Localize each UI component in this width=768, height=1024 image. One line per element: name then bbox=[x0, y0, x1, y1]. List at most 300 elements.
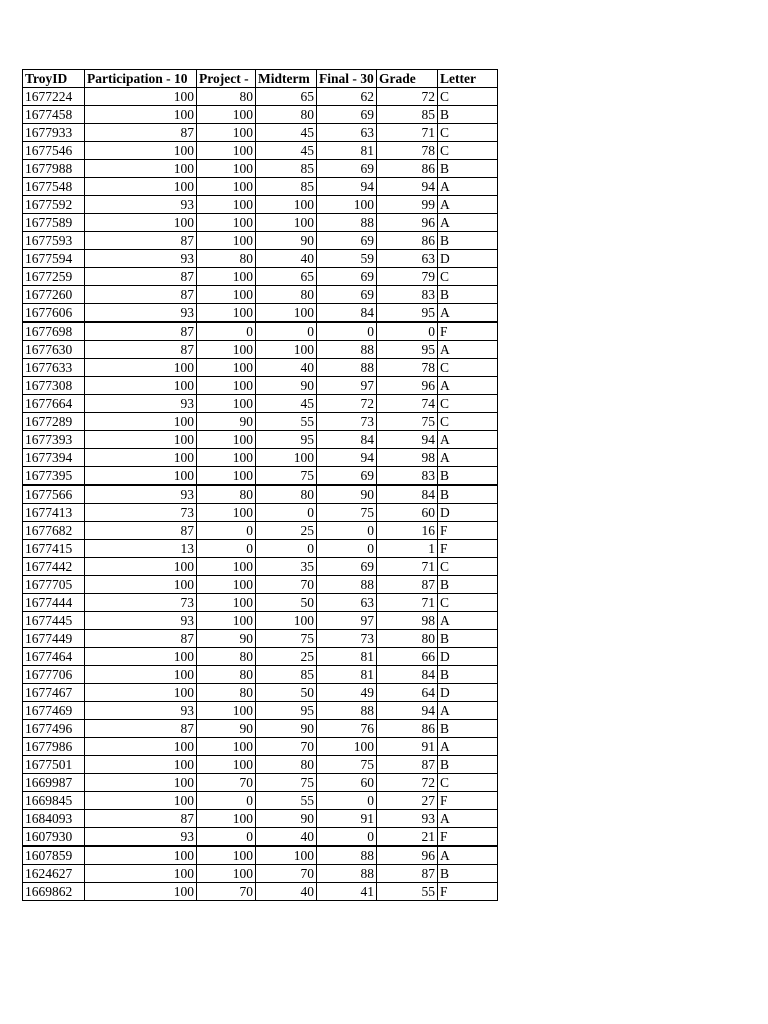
participation-cell: 87 bbox=[85, 268, 197, 286]
participation-cell: 87 bbox=[85, 124, 197, 142]
table-row bbox=[23, 558, 498, 576]
grade-cell: 98 bbox=[377, 612, 438, 630]
participation-cell: 100 bbox=[85, 359, 197, 377]
project-cell: 0 bbox=[197, 792, 256, 810]
grade-cell: 64 bbox=[377, 684, 438, 702]
midterm-cell: 25 bbox=[256, 522, 317, 540]
final-cell: 88 bbox=[317, 702, 377, 720]
final-cell: 69 bbox=[317, 232, 377, 250]
table-row bbox=[23, 756, 498, 774]
table-row bbox=[23, 883, 498, 901]
midterm-cell: 85 bbox=[256, 160, 317, 178]
project-cell: 100 bbox=[197, 286, 256, 304]
midterm-cell: 95 bbox=[256, 702, 317, 720]
participation-cell: 100 bbox=[85, 88, 197, 106]
grade-cell: 87 bbox=[377, 756, 438, 774]
table-row bbox=[23, 196, 498, 214]
midterm-cell: 35 bbox=[256, 558, 317, 576]
project-cell: 80 bbox=[197, 666, 256, 684]
midterm-cell: 90 bbox=[256, 810, 317, 828]
letter-cell: A bbox=[438, 612, 498, 630]
table-row bbox=[23, 88, 498, 106]
table-row bbox=[23, 630, 498, 648]
participation-cell: 100 bbox=[85, 756, 197, 774]
final-cell: 97 bbox=[317, 377, 377, 395]
project-cell: 90 bbox=[197, 413, 256, 431]
final-cell: 0 bbox=[317, 522, 377, 540]
final-cell: 63 bbox=[317, 124, 377, 142]
letter-cell: B bbox=[438, 467, 498, 486]
project-cell: 100 bbox=[197, 756, 256, 774]
grade-cell: 16 bbox=[377, 522, 438, 540]
table-row bbox=[23, 666, 498, 684]
troyid-cell: 1677566 bbox=[23, 485, 85, 504]
grade-cell: 1 bbox=[377, 540, 438, 558]
midterm-cell: 50 bbox=[256, 594, 317, 612]
letter-cell: B bbox=[438, 286, 498, 304]
midterm-cell: 55 bbox=[256, 413, 317, 431]
troyid-cell: 1677988 bbox=[23, 160, 85, 178]
midterm-cell: 25 bbox=[256, 648, 317, 666]
table-row bbox=[23, 576, 498, 594]
participation-cell: 100 bbox=[85, 576, 197, 594]
final-cell: 88 bbox=[317, 214, 377, 232]
letter-cell: C bbox=[438, 594, 498, 612]
participation-cell: 87 bbox=[85, 522, 197, 540]
participation-cell: 100 bbox=[85, 558, 197, 576]
midterm-cell: 40 bbox=[256, 883, 317, 901]
midterm-cell: 100 bbox=[256, 846, 317, 865]
table-row bbox=[23, 377, 498, 395]
table-row bbox=[23, 738, 498, 756]
project-cell: 100 bbox=[197, 504, 256, 522]
midterm-cell: 65 bbox=[256, 88, 317, 106]
troyid-cell: 1677630 bbox=[23, 341, 85, 359]
project-cell: 100 bbox=[197, 558, 256, 576]
table-row bbox=[23, 395, 498, 413]
table-row bbox=[23, 160, 498, 178]
troyid-cell: 1677260 bbox=[23, 286, 85, 304]
table-row bbox=[23, 540, 498, 558]
participation-cell: 93 bbox=[85, 304, 197, 323]
project-cell: 80 bbox=[197, 485, 256, 504]
grade-cell: 0 bbox=[377, 322, 438, 341]
letter-cell: F bbox=[438, 792, 498, 810]
grade-cell: 87 bbox=[377, 576, 438, 594]
grade-cell: 95 bbox=[377, 304, 438, 323]
grade-cell: 86 bbox=[377, 720, 438, 738]
troyid-cell: 1677496 bbox=[23, 720, 85, 738]
midterm-cell: 65 bbox=[256, 268, 317, 286]
project-cell: 0 bbox=[197, 540, 256, 558]
final-cell: 91 bbox=[317, 810, 377, 828]
grades-table bbox=[22, 69, 498, 901]
project-cell: 100 bbox=[197, 142, 256, 160]
participation-cell: 87 bbox=[85, 341, 197, 359]
grade-cell: 87 bbox=[377, 865, 438, 883]
letter-cell: F bbox=[438, 522, 498, 540]
participation-cell: 93 bbox=[85, 250, 197, 268]
participation-cell: 87 bbox=[85, 630, 197, 648]
project-cell: 100 bbox=[197, 865, 256, 883]
midterm-cell: 90 bbox=[256, 377, 317, 395]
final-cell: 75 bbox=[317, 756, 377, 774]
grade-cell: 94 bbox=[377, 702, 438, 720]
participation-cell: 100 bbox=[85, 214, 197, 232]
participation-cell: 87 bbox=[85, 232, 197, 250]
grade-cell: 71 bbox=[377, 124, 438, 142]
project-cell: 70 bbox=[197, 774, 256, 792]
grade-cell: 95 bbox=[377, 341, 438, 359]
project-cell: 100 bbox=[197, 810, 256, 828]
participation-cell: 93 bbox=[85, 196, 197, 214]
troyid-cell: 1677395 bbox=[23, 467, 85, 486]
table-row bbox=[23, 702, 498, 720]
final-cell: 75 bbox=[317, 504, 377, 522]
grade-cell: 74 bbox=[377, 395, 438, 413]
troyid-cell: 1677593 bbox=[23, 232, 85, 250]
header-final: Final - 30 bbox=[317, 70, 377, 88]
final-cell: 76 bbox=[317, 720, 377, 738]
participation-cell: 100 bbox=[85, 648, 197, 666]
midterm-cell: 90 bbox=[256, 232, 317, 250]
grade-cell: 93 bbox=[377, 810, 438, 828]
midterm-cell: 100 bbox=[256, 196, 317, 214]
midterm-cell: 100 bbox=[256, 304, 317, 323]
project-cell: 100 bbox=[197, 431, 256, 449]
project-cell: 100 bbox=[197, 612, 256, 630]
table-row bbox=[23, 594, 498, 612]
letter-cell: B bbox=[438, 485, 498, 504]
troyid-cell: 1677445 bbox=[23, 612, 85, 630]
grade-cell: 86 bbox=[377, 160, 438, 178]
troyid-cell: 1677698 bbox=[23, 322, 85, 341]
letter-cell: A bbox=[438, 178, 498, 196]
grade-cell: 91 bbox=[377, 738, 438, 756]
grade-cell: 78 bbox=[377, 142, 438, 160]
participation-cell: 100 bbox=[85, 449, 197, 467]
participation-cell: 87 bbox=[85, 810, 197, 828]
final-cell: 81 bbox=[317, 666, 377, 684]
project-cell: 100 bbox=[197, 341, 256, 359]
table-row bbox=[23, 142, 498, 160]
header-troyid: TroyID bbox=[23, 70, 85, 88]
troyid-cell: 1677501 bbox=[23, 756, 85, 774]
final-cell: 69 bbox=[317, 467, 377, 486]
project-cell: 80 bbox=[197, 88, 256, 106]
midterm-cell: 100 bbox=[256, 449, 317, 467]
final-cell: 0 bbox=[317, 828, 377, 847]
project-cell: 100 bbox=[197, 377, 256, 395]
troyid-cell: 1677415 bbox=[23, 540, 85, 558]
table-row bbox=[23, 720, 498, 738]
project-cell: 100 bbox=[197, 395, 256, 413]
project-cell: 100 bbox=[197, 178, 256, 196]
table-row bbox=[23, 214, 498, 232]
letter-cell: D bbox=[438, 504, 498, 522]
final-cell: 88 bbox=[317, 341, 377, 359]
table-row bbox=[23, 178, 498, 196]
table-body bbox=[23, 88, 498, 901]
midterm-cell: 100 bbox=[256, 341, 317, 359]
letter-cell: A bbox=[438, 846, 498, 865]
project-cell: 100 bbox=[197, 106, 256, 124]
grade-cell: 55 bbox=[377, 883, 438, 901]
project-cell: 70 bbox=[197, 883, 256, 901]
project-cell: 100 bbox=[197, 702, 256, 720]
participation-cell: 100 bbox=[85, 178, 197, 196]
project-cell: 100 bbox=[197, 160, 256, 178]
project-cell: 100 bbox=[197, 738, 256, 756]
midterm-cell: 100 bbox=[256, 214, 317, 232]
midterm-cell: 95 bbox=[256, 431, 317, 449]
letter-cell: C bbox=[438, 124, 498, 142]
grade-cell: 83 bbox=[377, 467, 438, 486]
participation-cell: 100 bbox=[85, 160, 197, 178]
participation-cell: 100 bbox=[85, 377, 197, 395]
final-cell: 60 bbox=[317, 774, 377, 792]
participation-cell: 93 bbox=[85, 485, 197, 504]
project-cell: 90 bbox=[197, 630, 256, 648]
final-cell: 94 bbox=[317, 178, 377, 196]
project-cell: 0 bbox=[197, 522, 256, 540]
troyid-cell: 1677682 bbox=[23, 522, 85, 540]
project-cell: 100 bbox=[197, 268, 256, 286]
midterm-cell: 0 bbox=[256, 504, 317, 522]
project-cell: 100 bbox=[197, 594, 256, 612]
midterm-cell: 70 bbox=[256, 738, 317, 756]
table-row bbox=[23, 774, 498, 792]
midterm-cell: 80 bbox=[256, 286, 317, 304]
letter-cell: A bbox=[438, 702, 498, 720]
troyid-cell: 1677706 bbox=[23, 666, 85, 684]
grade-cell: 78 bbox=[377, 359, 438, 377]
table-row bbox=[23, 865, 498, 883]
participation-cell: 100 bbox=[85, 883, 197, 901]
midterm-cell: 80 bbox=[256, 106, 317, 124]
table-row bbox=[23, 250, 498, 268]
troyid-cell: 1677606 bbox=[23, 304, 85, 323]
midterm-cell: 0 bbox=[256, 540, 317, 558]
grade-cell: 96 bbox=[377, 846, 438, 865]
letter-cell: A bbox=[438, 449, 498, 467]
participation-cell: 73 bbox=[85, 594, 197, 612]
project-cell: 100 bbox=[197, 214, 256, 232]
midterm-cell: 45 bbox=[256, 142, 317, 160]
midterm-cell: 70 bbox=[256, 865, 317, 883]
final-cell: 63 bbox=[317, 594, 377, 612]
midterm-cell: 75 bbox=[256, 774, 317, 792]
project-cell: 100 bbox=[197, 576, 256, 594]
participation-cell: 93 bbox=[85, 612, 197, 630]
letter-cell: D bbox=[438, 684, 498, 702]
participation-cell: 100 bbox=[85, 846, 197, 865]
letter-cell: B bbox=[438, 720, 498, 738]
midterm-cell: 45 bbox=[256, 124, 317, 142]
final-cell: 88 bbox=[317, 359, 377, 377]
final-cell: 41 bbox=[317, 883, 377, 901]
final-cell: 72 bbox=[317, 395, 377, 413]
letter-cell: A bbox=[438, 810, 498, 828]
grade-cell: 86 bbox=[377, 232, 438, 250]
participation-cell: 87 bbox=[85, 720, 197, 738]
project-cell: 100 bbox=[197, 196, 256, 214]
final-cell: 97 bbox=[317, 612, 377, 630]
letter-cell: A bbox=[438, 304, 498, 323]
letter-cell: A bbox=[438, 377, 498, 395]
project-cell: 100 bbox=[197, 124, 256, 142]
troyid-cell: 1677986 bbox=[23, 738, 85, 756]
grade-cell: 83 bbox=[377, 286, 438, 304]
midterm-cell: 100 bbox=[256, 612, 317, 630]
letter-cell: C bbox=[438, 413, 498, 431]
grade-cell: 99 bbox=[377, 196, 438, 214]
participation-cell: 100 bbox=[85, 431, 197, 449]
final-cell: 73 bbox=[317, 630, 377, 648]
final-cell: 69 bbox=[317, 558, 377, 576]
grade-cell: 75 bbox=[377, 413, 438, 431]
participation-cell: 100 bbox=[85, 413, 197, 431]
grade-cell: 72 bbox=[377, 88, 438, 106]
letter-cell: C bbox=[438, 395, 498, 413]
table-row bbox=[23, 648, 498, 666]
troyid-cell: 1677259 bbox=[23, 268, 85, 286]
final-cell: 84 bbox=[317, 431, 377, 449]
midterm-cell: 90 bbox=[256, 720, 317, 738]
project-cell: 100 bbox=[197, 232, 256, 250]
troyid-cell: 1677633 bbox=[23, 359, 85, 377]
final-cell: 81 bbox=[317, 142, 377, 160]
final-cell: 94 bbox=[317, 449, 377, 467]
participation-cell: 13 bbox=[85, 540, 197, 558]
table-row bbox=[23, 792, 498, 810]
troyid-cell: 1677592 bbox=[23, 196, 85, 214]
troyid-cell: 1677308 bbox=[23, 377, 85, 395]
final-cell: 0 bbox=[317, 792, 377, 810]
table-row bbox=[23, 124, 498, 142]
participation-cell: 93 bbox=[85, 395, 197, 413]
header-midterm: Midterm bbox=[256, 70, 317, 88]
final-cell: 0 bbox=[317, 322, 377, 341]
final-cell: 84 bbox=[317, 304, 377, 323]
final-cell: 90 bbox=[317, 485, 377, 504]
participation-cell: 100 bbox=[85, 684, 197, 702]
table-row bbox=[23, 322, 498, 341]
table-row bbox=[23, 467, 498, 486]
letter-cell: A bbox=[438, 738, 498, 756]
midterm-cell: 80 bbox=[256, 756, 317, 774]
table-row bbox=[23, 522, 498, 540]
letter-cell: C bbox=[438, 88, 498, 106]
participation-cell: 100 bbox=[85, 666, 197, 684]
participation-cell: 93 bbox=[85, 828, 197, 847]
letter-cell: B bbox=[438, 160, 498, 178]
table-row bbox=[23, 612, 498, 630]
header-row bbox=[23, 70, 498, 88]
letter-cell: C bbox=[438, 774, 498, 792]
project-cell: 100 bbox=[197, 304, 256, 323]
midterm-cell: 85 bbox=[256, 178, 317, 196]
participation-cell: 100 bbox=[85, 792, 197, 810]
midterm-cell: 40 bbox=[256, 828, 317, 847]
participation-cell: 100 bbox=[85, 865, 197, 883]
final-cell: 69 bbox=[317, 106, 377, 124]
letter-cell: F bbox=[438, 540, 498, 558]
table-row bbox=[23, 846, 498, 865]
table-row bbox=[23, 828, 498, 847]
table-row bbox=[23, 286, 498, 304]
troyid-cell: 1669845 bbox=[23, 792, 85, 810]
troyid-cell: 1677664 bbox=[23, 395, 85, 413]
table-row bbox=[23, 413, 498, 431]
participation-cell: 100 bbox=[85, 738, 197, 756]
troyid-cell: 1669862 bbox=[23, 883, 85, 901]
project-cell: 0 bbox=[197, 828, 256, 847]
midterm-cell: 75 bbox=[256, 467, 317, 486]
project-cell: 100 bbox=[197, 846, 256, 865]
troyid-cell: 1607859 bbox=[23, 846, 85, 865]
table-row bbox=[23, 449, 498, 467]
grade-cell: 96 bbox=[377, 214, 438, 232]
letter-cell: D bbox=[438, 250, 498, 268]
project-cell: 90 bbox=[197, 720, 256, 738]
table-row bbox=[23, 684, 498, 702]
troyid-cell: 1677413 bbox=[23, 504, 85, 522]
midterm-cell: 80 bbox=[256, 485, 317, 504]
final-cell: 69 bbox=[317, 268, 377, 286]
letter-cell: B bbox=[438, 576, 498, 594]
table-row bbox=[23, 431, 498, 449]
letter-cell: F bbox=[438, 883, 498, 901]
letter-cell: B bbox=[438, 232, 498, 250]
letter-cell: B bbox=[438, 865, 498, 883]
letter-cell: A bbox=[438, 214, 498, 232]
letter-cell: C bbox=[438, 142, 498, 160]
final-cell: 49 bbox=[317, 684, 377, 702]
table-row bbox=[23, 106, 498, 124]
final-cell: 88 bbox=[317, 576, 377, 594]
letter-cell: B bbox=[438, 666, 498, 684]
grade-cell: 60 bbox=[377, 504, 438, 522]
grade-cell: 94 bbox=[377, 178, 438, 196]
final-cell: 100 bbox=[317, 738, 377, 756]
grade-cell: 63 bbox=[377, 250, 438, 268]
participation-cell: 87 bbox=[85, 286, 197, 304]
troyid-cell: 1607930 bbox=[23, 828, 85, 847]
troyid-cell: 1677444 bbox=[23, 594, 85, 612]
participation-cell: 100 bbox=[85, 142, 197, 160]
midterm-cell: 50 bbox=[256, 684, 317, 702]
table-row bbox=[23, 359, 498, 377]
final-cell: 88 bbox=[317, 846, 377, 865]
grade-cell: 96 bbox=[377, 377, 438, 395]
project-cell: 100 bbox=[197, 467, 256, 486]
participation-cell: 73 bbox=[85, 504, 197, 522]
troyid-cell: 1669987 bbox=[23, 774, 85, 792]
final-cell: 59 bbox=[317, 250, 377, 268]
final-cell: 69 bbox=[317, 286, 377, 304]
letter-cell: B bbox=[438, 756, 498, 774]
final-cell: 100 bbox=[317, 196, 377, 214]
troyid-cell: 1677467 bbox=[23, 684, 85, 702]
final-cell: 88 bbox=[317, 865, 377, 883]
troyid-cell: 1677469 bbox=[23, 702, 85, 720]
project-cell: 0 bbox=[197, 322, 256, 341]
project-cell: 100 bbox=[197, 359, 256, 377]
project-cell: 80 bbox=[197, 648, 256, 666]
troyid-cell: 1677594 bbox=[23, 250, 85, 268]
troyid-cell: 1677394 bbox=[23, 449, 85, 467]
